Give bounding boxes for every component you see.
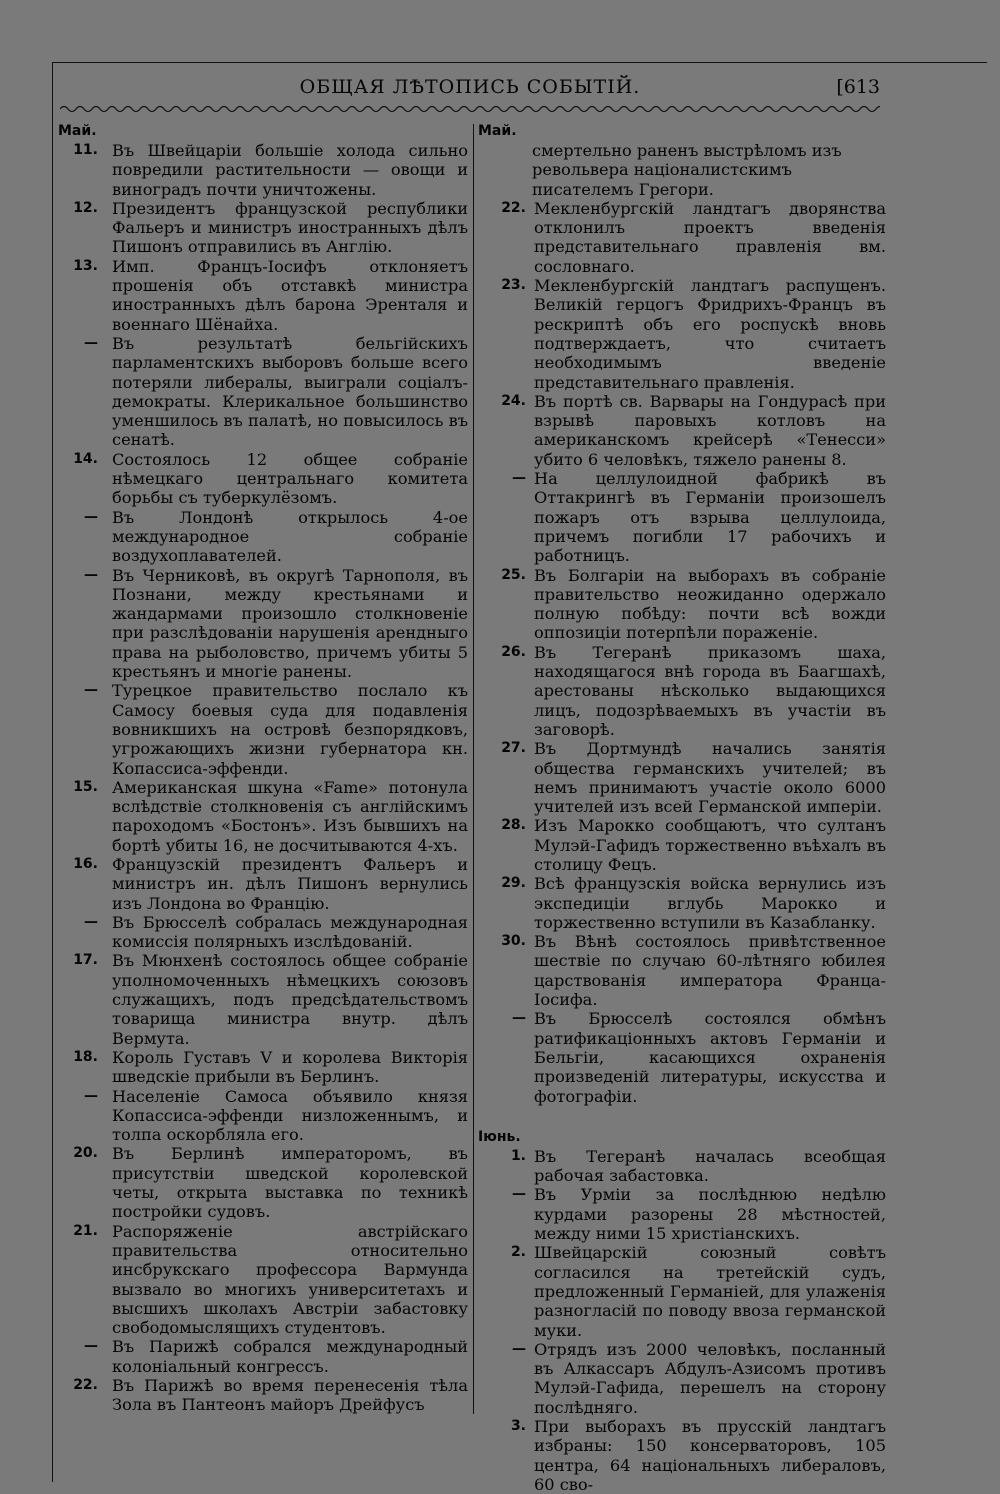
list-item (478, 874, 886, 932)
entry-text: Турецкое правительство послало къ Самосу боевыя суда для подавленія вовникшихъ на островѣ безпорядковъ, угрожающихъ жизни губернатора кн. Копассиса-эффенди. (112, 681, 468, 778)
page-header (60, 74, 880, 102)
entry-text: При выборахъ въ прусскій ландтагъ избраны: 150 консерваторовъ, 105 центра, 64 національныхъ либераловъ, 60 сво- (534, 1417, 886, 1494)
entry-list (478, 199, 886, 1106)
list-item (478, 276, 886, 392)
page-frame-top (52, 62, 987, 63)
list-item (478, 1009, 886, 1105)
list-item (58, 199, 468, 257)
list-item (478, 566, 886, 643)
entry-date: 2. (510, 1244, 526, 1261)
entry-date: — (84, 913, 98, 930)
column-divider (473, 124, 474, 1414)
entry-date: — (84, 334, 98, 351)
list-item (58, 913, 468, 952)
entry-text: Изъ Марокко сообщаютъ, что султанъ Мулэй-Гафидъ торжественно въѣхалъ въ столицу Фецъ. (534, 816, 886, 874)
entry-list (478, 1147, 886, 1494)
list-item (478, 643, 886, 739)
entry-text: Въ Дортмундѣ начались занятія общества германскихъ учителей; въ немъ принимаютъ участіе около 6000 учителей изъ всей Германской имперіи. (534, 739, 886, 817)
entry-text: Въ Лондонѣ открылось 4-ое международное собраніе воздухоплавателей. (112, 507, 468, 566)
entry-text: Всѣ французскія войска вернулись изъ экспедиціи вглубь Марокко и торжественно вступили въ Казабланку. (534, 874, 886, 932)
entry-date: 27. (501, 740, 526, 757)
left-column (58, 122, 468, 1415)
entry-date: 3. (510, 1418, 526, 1434)
entry-text: Населеніе Самоса объявило князя Копассиса-эффенди низложеннымъ, и толпа оскорбляла его. (112, 1086, 468, 1145)
month-heading: Май. (58, 123, 97, 139)
entry-date: 1. (510, 1147, 526, 1164)
entry-date: 21. (73, 1222, 98, 1239)
entry-text: Въ портѣ св. Варвары на Гондурасѣ при взрывѣ паровыхъ котловъ на американскомъ крейсерѣ «Тенесси» убито 6 человѣкъ, тяжело ранены 8. (534, 391, 886, 469)
entry-date: 20. (73, 1145, 98, 1162)
list-item (478, 816, 886, 874)
list-item (58, 1222, 468, 1338)
entry-date: — (512, 1010, 526, 1027)
entry-text: Въ Вѣнѣ состоялось привѣтственное шествіе по случаю 60-лѣтняго юбилея царствованія императора Франца-Іосифа. (534, 932, 886, 1010)
list-item (478, 739, 886, 816)
entry-date: 25. (501, 566, 526, 583)
entry-date: — (512, 470, 526, 487)
entry-text: Въ Болгаріи на выборахъ въ собраніе правительство неожиданно одержало полную побѣду: почти всѣ вожди оппозиціи потерпѣли пораженіе. (534, 565, 886, 643)
month-heading: Май. (478, 123, 517, 139)
entry-date: 14. (73, 450, 98, 467)
entry-date: 30. (501, 933, 526, 950)
entry-text: Мекленбургскій ландтагъ распущенъ. Великій герцогъ Фридрихъ-Францъ въ рескриптѣ объ его роспускѣ вновь подтверждаетъ, что считаетъ необходимымъ введеніе представительнаго правленія. (534, 276, 886, 392)
entry-date: 22. (501, 199, 526, 216)
entry-text: На целлулоидной фабрикѣ въ Оттакрингѣ въ Германіи произошелъ пожаръ отъ взрыва целлулоида, причемъ погибли 17 рабочихъ и работницъ. (534, 469, 886, 566)
entry-text: Швейцарскій союзный совѣтъ согласился на третейскій судъ, предложенный Германіей, для улаженія разногласій по поводу ввоза германской муки. (534, 1243, 886, 1340)
entry-text: Въ Урміи за послѣднюю недѣлю курдами разорены 28 мѣстностей, между ними 15 христіанскихъ. (534, 1185, 886, 1244)
list-item (58, 1376, 468, 1415)
entry-date: — (84, 682, 98, 699)
list-item (58, 141, 468, 199)
list-item (478, 1243, 886, 1339)
entry-date: 26. (501, 643, 526, 660)
list-item (478, 1417, 886, 1494)
list-item (478, 1340, 886, 1417)
entry-text: Въ Швейцаріи большіе холода сильно повредили растительности — овощи и виноградъ почти уничтожены. (112, 141, 468, 199)
list-item (478, 199, 886, 276)
list-item (58, 778, 468, 855)
list-item (58, 450, 468, 508)
entry-date: — (84, 1087, 98, 1104)
entry-text: Въ Тегеранѣ началась всеобщая рабочая забастовка. (534, 1146, 886, 1186)
section-gap (478, 1106, 886, 1128)
entry-text: Французскій президентъ Фальеръ и министръ ин. дѣлъ Пишонъ вернулись изъ Лондона во Францію. (112, 854, 468, 913)
list-item (478, 1185, 886, 1243)
list-item (58, 1337, 468, 1376)
list-item (58, 1048, 468, 1087)
entry-list (58, 141, 468, 1415)
entry-date: — (512, 1340, 526, 1357)
list-item (58, 681, 468, 777)
entry-date: — (84, 1338, 98, 1355)
list-item (58, 257, 468, 334)
list-item (58, 334, 468, 450)
list-item (58, 1144, 468, 1221)
entry-text: Въ Черниковѣ, въ округѣ Тарнополя, въ Познани, между крестьянами и жандармами произошло столкновеніе при разслѣдованіи нарушенія арендныго права на рыболовство, причемъ убиты 5 крестьянъ и многіе ранены. (112, 565, 468, 682)
entry-date: 11. (73, 142, 98, 158)
page-number: [613 (836, 76, 880, 98)
entry-date: 23. (501, 277, 526, 294)
entry-date: 28. (501, 817, 526, 834)
running-title: ОБЩАЯ ЛѢТОПИСЬ СОБЫТІЙ. (299, 76, 641, 98)
entry-date: 17. (73, 952, 98, 969)
list-item (58, 508, 468, 566)
entry-date: — (84, 566, 98, 583)
entry-text: Въ Парижѣ собрался международный колоніальный конгрессъ. (112, 1337, 468, 1376)
entry-text: Состоялось 12 общее собраніе нѣмецкаго центральнаго комитета борьбы съ туберкулёзомъ. (112, 449, 468, 508)
entry-date: 29. (501, 875, 526, 892)
header-wavy-rule (60, 102, 880, 116)
entry-text: Въ Брюсселѣ собралась международная комиссія полярныхъ изслѣдованій. (112, 912, 468, 952)
list-item (58, 855, 468, 913)
list-item (58, 1087, 468, 1145)
entry-text: Въ Мюнхенѣ состоялось общее собраніе уполномоченныхъ нѣмецкихъ союзовъ служащихъ, подъ предсѣдательствомъ товарища министра внутр. дѣлъ Вермута. (112, 951, 468, 1048)
list-item (478, 392, 886, 469)
entry-text: Въ Тегеранѣ приказомъ шаха, находящагося внѣ города въ Баагшахѣ, арестованы нѣсколько выдающихся лицъ, подозрѣваемыхъ въ участіи въ заговорѣ. (534, 642, 886, 739)
page-frame-left (52, 62, 53, 1482)
list-item (478, 932, 886, 1009)
entry-text: Распоряженіе австрійскаго правительства относительно инсбрукскаго профессора Вармунда вызвало во многихъ университетахъ и высшихъ школахъ Австріи забастовку свободомыслящихъ студентовъ. (112, 1221, 468, 1338)
entry-text: Король Густавъ V и королева Викторія шведскіе прибыли въ Берлинъ. (112, 1047, 468, 1087)
entry-text: Мекленбургскій ландтагъ дворянства отклонилъ проектъ введенія представительнаго правленія вм. сословнаго. (534, 198, 886, 276)
entry-date: 13. (73, 257, 98, 274)
entry-text: Президентъ французской республики Фальеръ и министръ иностранныхъ дѣлъ Пишонъ отправились въ Англію. (112, 198, 468, 257)
entry-date: — (512, 1186, 526, 1203)
entry-text: Въ Брюсселѣ состоялся обмѣнъ ратификаціонныхъ актовъ Германіи и Бельгіи, касающихся охраненія произведеній литературы, искусства и фотографіи. (534, 1009, 886, 1106)
entry-date: 24. (501, 392, 526, 409)
month-heading: Іюнь. (478, 1128, 521, 1145)
entry-text: Отрядъ изъ 2000 человѣкъ, посланный въ Алкассаръ Абдулъ-Азисомъ противъ Мулэй-Гафида, перешелъ на сторону послѣдняго. (534, 1339, 886, 1417)
entry-text: Имп. Францъ-Іосифъ отклоняетъ прошенія объ отставкѣ министра иностранныхъ дѣлъ барона Эренталя и военнаго Шёнайха. (112, 256, 468, 334)
entry-date: 15. (73, 778, 98, 795)
right-column (478, 122, 886, 1494)
list-item (58, 566, 468, 682)
entry-date: — (84, 508, 98, 525)
entry-date: 18. (73, 1048, 98, 1065)
list-item (478, 1147, 886, 1186)
entry-text: Въ Берлинѣ императоромъ, въ присутствіи шведской королевской четы, открыта выставка по техникѣ постройки судовъ. (112, 1144, 468, 1222)
entry-date: 16. (73, 855, 98, 872)
entry-text: Американская шкуна «Fame» потонула вслѣдствіе столкновенія съ англійскимъ пароходомъ «Бостонъ». Изъ бывшихъ на бортѣ убиты 16, не досчитываются 4-хъ. (112, 777, 468, 855)
entry-text: Въ результатѣ бельгійскихъ парламентскихъ выборовъ больше всего потеряли либералы, выиграли соціалъ-демократы. Клерикальное большинство уменшилось въ палатѣ, но повысилось въ сенатѣ. (112, 333, 468, 450)
entry-text: Въ Парижѣ во время перенесенія тѣла Зола въ Пантеонъ майоръ Дрейфусъ (112, 1376, 468, 1415)
entry-date: 22. (73, 1377, 98, 1393)
entry-date: 12. (73, 199, 98, 216)
list-item (58, 951, 468, 1047)
continuation-text: смертельно раненъ выстрѣломъ изъ револьвера націоналистскимъ писателемъ Грегори. (532, 141, 842, 199)
list-item (478, 469, 886, 565)
